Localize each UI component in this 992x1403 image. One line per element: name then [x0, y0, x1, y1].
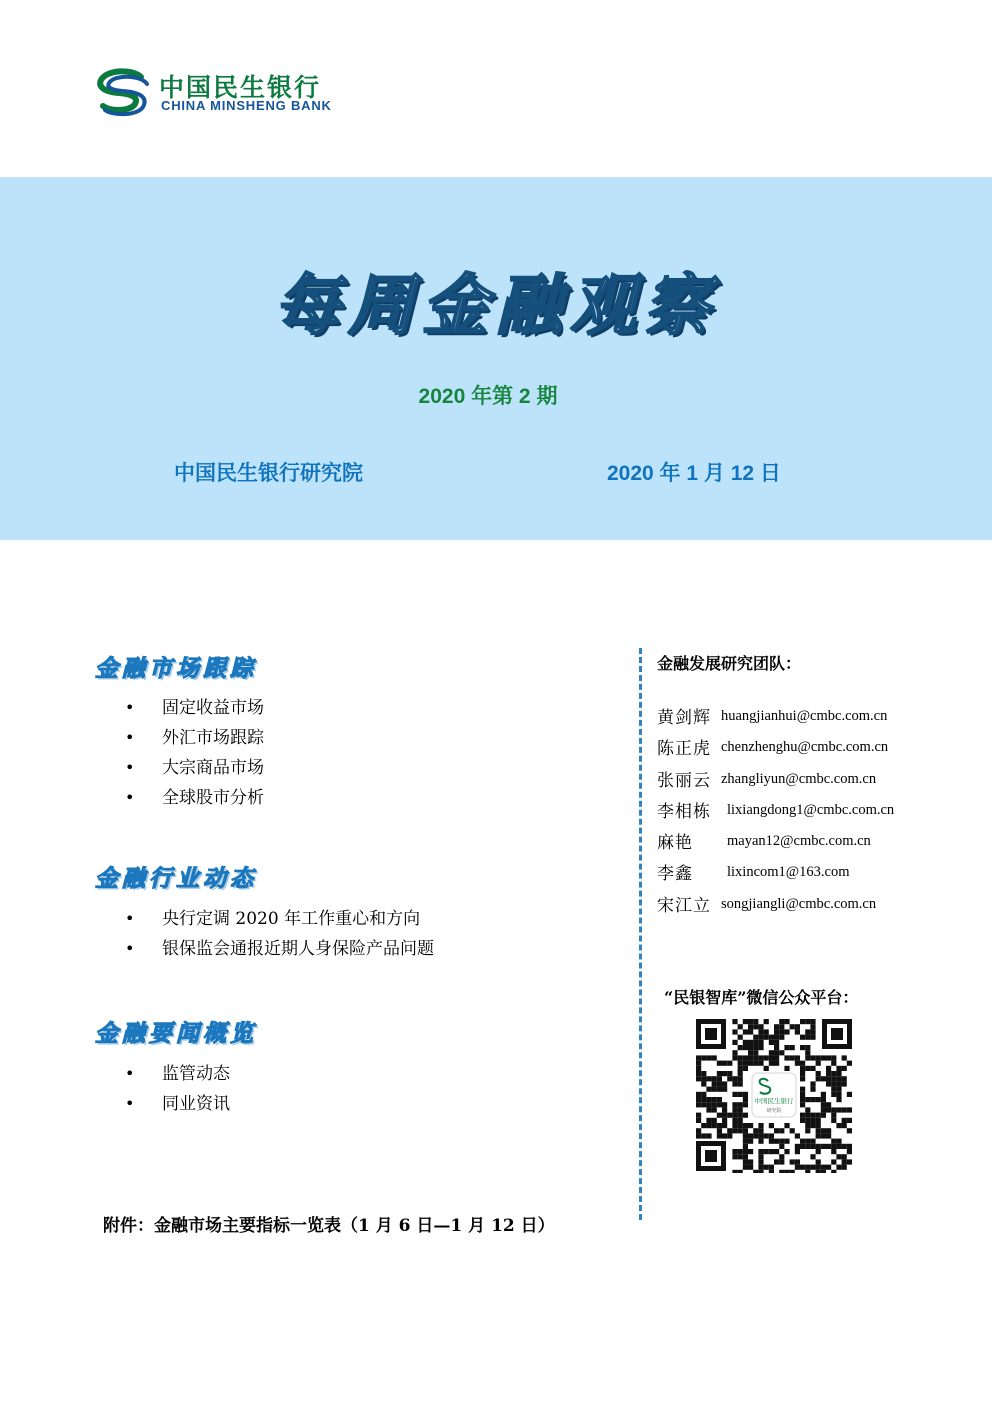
list-item: • 固定收益市场: [125, 693, 264, 723]
member-email[interactable]: mayan12@cmbc.com.cn: [727, 833, 871, 850]
section-title-market-tracking: 金融市场跟踪: [95, 655, 257, 682]
bullet-icon: •: [125, 758, 135, 777]
list-item: • 全球股市分析: [125, 783, 264, 813]
list-item: • 银保监会通报近期人身保险产品问题: [125, 934, 434, 964]
publication-date: 2020 年 1 月 12 日: [607, 462, 781, 485]
section-title-industry-news: 金融行业动态: [95, 865, 257, 892]
member-email[interactable]: lixincom1@163.com: [727, 864, 850, 881]
title-banner: [0, 177, 992, 540]
qr-center-sub: 研究院: [766, 1108, 782, 1114]
qr-center-text: 中国民生银行: [754, 1097, 794, 1105]
issue-number: 2020 年第 2 期: [418, 385, 558, 408]
list-item: • 央行定调 2020 年工作重心和方向: [125, 904, 434, 934]
member-email[interactable]: huangjianhui@cmbc.com.cn: [721, 708, 888, 724]
market-tracking-list: [125, 693, 264, 813]
bank-logo: [95, 66, 375, 118]
list-item: • 外汇市场跟踪: [125, 723, 264, 753]
bullet-icon: •: [125, 728, 135, 747]
member-email[interactable]: songjiangli@cmbc.com.cn: [721, 895, 877, 912]
wechat-title: “民银智库”微信公众平台：: [664, 988, 859, 1007]
member-name: 麻艳: [657, 833, 693, 854]
minsheng-logo-icon: [95, 66, 155, 118]
industry-news-list: [125, 904, 434, 964]
qr-code-icon[interactable]: [694, 1017, 854, 1173]
bullet-icon: •: [125, 788, 135, 807]
column-divider: [639, 648, 642, 1220]
section-title-headlines: 金融要闻概览: [95, 1020, 257, 1047]
list-item: • 大宗商品市场: [125, 753, 264, 783]
bullet-icon: •: [125, 1094, 135, 1113]
list-item: • 监管动态: [125, 1059, 230, 1089]
member-name: 宋江立: [657, 895, 711, 916]
member-name: 李相栋: [657, 801, 711, 822]
team-title: 金融发展研究团队：: [657, 654, 802, 673]
member-name: 黄剑辉: [657, 708, 711, 728]
member-name: 李鑫: [657, 864, 693, 885]
report-title: 每周金融观察: [274, 266, 718, 344]
member-name: 陈正虎: [657, 739, 711, 760]
bullet-icon: •: [125, 909, 135, 928]
logo-chinese-name: 中国民生银行: [159, 73, 322, 102]
member-email[interactable]: chenzhenghu@cmbc.com.cn: [721, 739, 889, 756]
member-email[interactable]: zhangliyun@cmbc.com.cn: [721, 770, 877, 787]
logo-english-name: CHINA MINSHENG BANK: [161, 98, 332, 113]
headlines-list: [125, 1059, 230, 1119]
member-name: 张丽云: [657, 770, 711, 791]
bullet-icon: •: [125, 698, 135, 717]
list-item: • 同业资讯: [125, 1089, 230, 1119]
bullet-icon: •: [125, 939, 135, 958]
institute-name: 中国民生银行研究院: [174, 462, 363, 485]
bullet-icon: •: [125, 1064, 135, 1083]
appendix-note: 附件：金融市场主要指标一览表（1 月 6 日—1 月 12 日）: [103, 1216, 555, 1236]
member-email[interactable]: lixiangdong1@cmbc.com.cn: [727, 801, 895, 818]
